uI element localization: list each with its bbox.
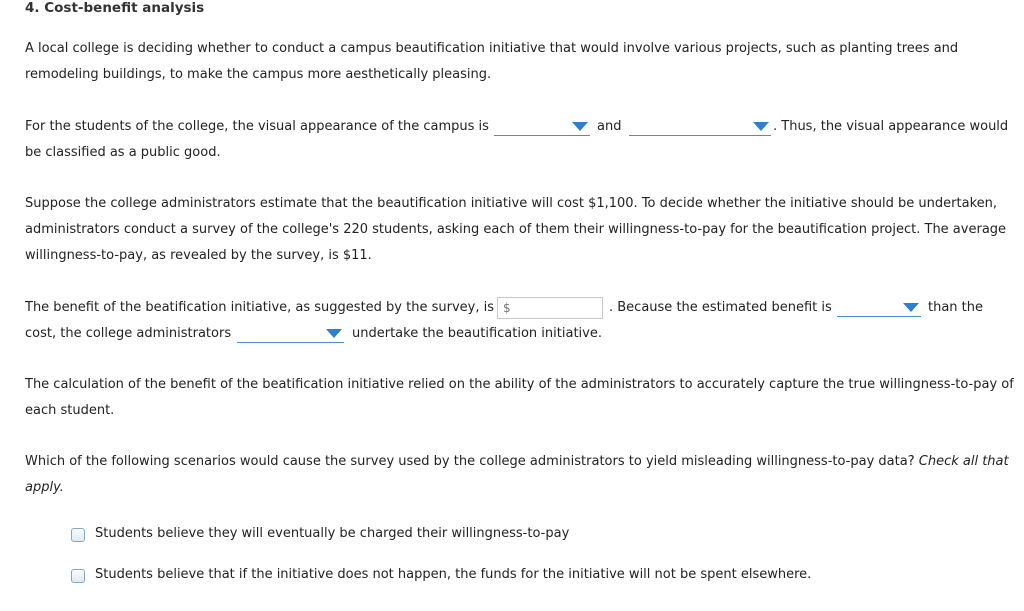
section-title: 4. Cost-benefit analysis [25,0,205,16]
chevron-down-icon [326,329,342,338]
q3-prompt-line-1 [25,454,1009,469]
q2-text-before: The benefit of the beatification initiative, as suggested by the survey, is [25,300,494,315]
intro-line-2: remodeling buildings, to make the campus more aesthetically pleasing. [25,67,492,82]
chevron-down-icon [903,303,919,312]
option-checkbox-2[interactable] [71,569,85,583]
benefit-input[interactable] [514,300,602,318]
chevron-down-icon [572,122,588,131]
q2-line-2-start: cost, the college administrators [25,326,232,341]
q1-dropdown-2[interactable] [629,121,771,136]
chevron-down-icon [753,122,769,131]
q2-dropdown-benefit[interactable] [837,302,921,317]
calc-line-2: each student. [25,403,115,418]
benefit-input-box[interactable] [497,297,603,319]
q1-text-before: For the students of the college, the visual appearance of the campus is [25,119,489,134]
q2-line-2-end: undertake the beautification initiative. [352,326,602,341]
option-label-1[interactable]: Students believe they will eventually be charged their willingness-to-pay [95,526,570,541]
q3-prompt: Which of the following scenarios would cause the survey used by the college administrators to yield misleading willingness-to-pay data? [25,454,915,469]
q1-line-2: be classified as a public good. [25,145,221,160]
q2-text-than: than the [928,300,984,315]
q3-instruction-2: apply. [25,480,64,495]
q2-dropdown-admin[interactable] [237,328,344,343]
dollar-sign-icon: $ [503,301,511,315]
q1-text-after: . Thus, the visual appearance would [773,119,1009,134]
q1-dropdown-1[interactable] [494,121,590,136]
option-checkbox-1[interactable] [71,528,85,542]
scenario-line-2: administrators conduct a survey of the college's 220 students, asking each of them their willingness-to-pay for the beautification project. The average [25,222,1007,237]
intro-line-1: A local college is deciding whether to conduct a campus beautification initiative that would involve various projects, such as planting trees and [25,41,959,56]
q1-text-and: and [597,119,622,134]
q3-instruction: Check all that [918,454,1009,469]
scenario-line-1: Suppose the college administrators estimate that the beautification initiative will cost $1,100. To decide whether the initiative should be undertaken, [25,196,997,211]
option-label-2[interactable]: Students believe that if the initiative does not happen, the funds for the initiative will not be spent elsewhere. [95,567,812,582]
scenario-line-3: willingness-to-pay, as revealed by the survey, is $11. [25,248,372,263]
q2-text-because: . Because the estimated benefit is [609,300,832,315]
calc-line-1: The calculation of the benefit of the beatification initiative relied on the ability of the administrators to accurately capture the true willingness-to-pay of [25,377,1014,392]
